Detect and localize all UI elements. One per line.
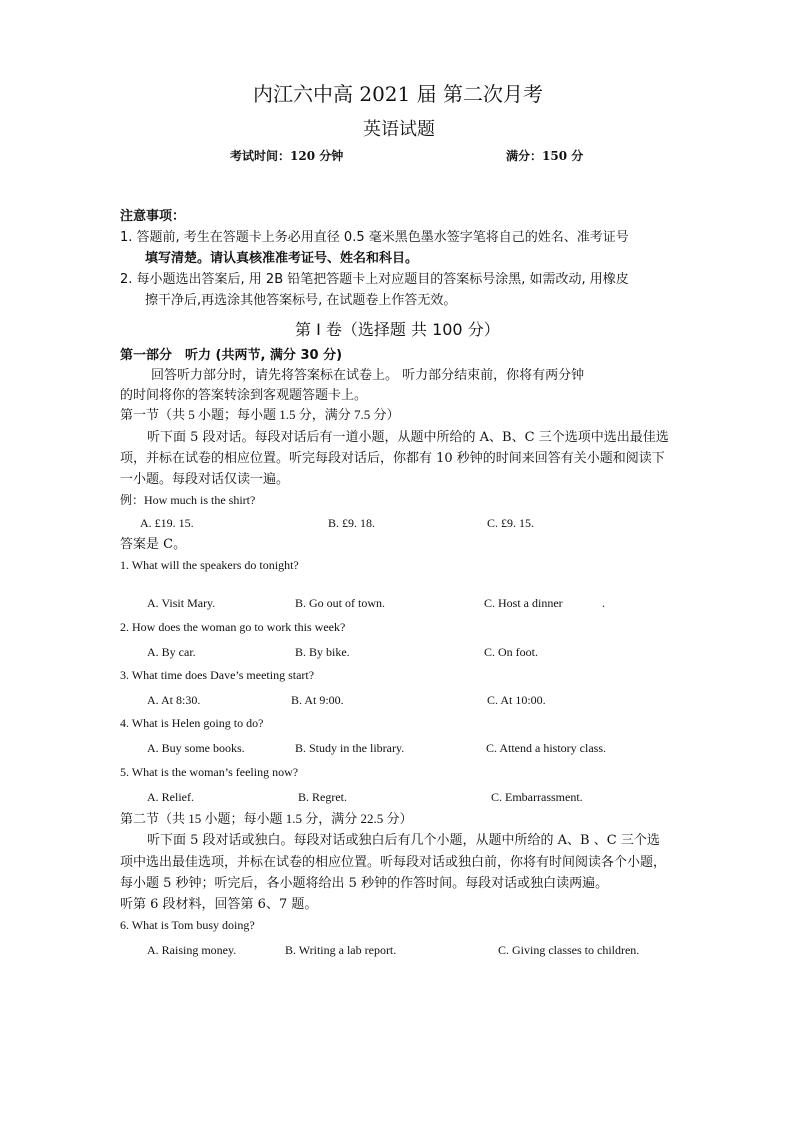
section1-para-line-2: 项，并标在试卷的相应位置。听完每段对话后，你都有 10 秒钟的时间来回答有关小题和阅读下 <box>120 451 665 466</box>
question-4-option-c: C. Attend a history class. <box>486 741 606 755</box>
section1-heading: 第一节（共 5 小题；每小题 1.5 分，满分 7.5 分） <box>120 407 400 422</box>
question-5-option-a: A. Relief. <box>147 790 194 804</box>
question-3-option-c: C. At 10:00. <box>487 693 546 707</box>
part1-intro-line-1: 回答听力部分时，请先将答案标在试卷上。 听力部分结束前，你将有两分钟 <box>151 368 585 383</box>
question-3-option-a: A. At 8:30. <box>147 693 201 707</box>
question-1-option-c: C. Host a dinner <box>484 596 563 610</box>
part1-intro-line-2: 的时间将你的答案转涂到客观题答题卡上。 <box>120 388 368 403</box>
section2-para-line-1: 听下面 5 段对话或独白。每段对话或独白后有几个小题，从题中所给的 A、B 、C 三个选 <box>147 833 660 848</box>
question-3-option-b: B. At 9:00. <box>291 693 344 707</box>
exam-title: 内江六中高 2021 届 第二次月考 <box>253 82 543 106</box>
volume-title: 第 I 卷（选择题 共 100 分） <box>295 320 500 339</box>
question-4-option-b: B. Study in the library. <box>295 741 405 755</box>
question-3: 3. What time does Dave’s meeting start? <box>120 668 315 682</box>
question-5: 5. What is the woman’s feeling now? <box>120 765 299 779</box>
exam-full-score: 满分：150 分 <box>506 149 584 163</box>
section2-para-line-2: 项中选出最佳选项，并标在试卷的相应位置。听每段对话或独白前，你将有时间阅读各个小题， <box>120 855 667 870</box>
question-2-option-c: C. On foot. <box>484 645 538 659</box>
section2-para-line-3: 每小题 5 秒钟；听完后，各小题将给出 5 秒钟的作答时间。每段对话或独白读两遍。 <box>120 876 609 891</box>
example-option-a: A. £19. 15. <box>140 516 194 530</box>
question-1-option-b: B. Go out of town. <box>295 596 385 610</box>
question-2-option-a: A. By car. <box>147 645 196 659</box>
section2-heading: 第二节（共 15 小题；每小题 1.5 分，满分 22.5 分） <box>120 811 413 826</box>
question-4-option-a: A. Buy some books. <box>147 741 245 755</box>
section2-material: 听第 6 段材料，回答第 6、7 题。 <box>120 897 318 912</box>
question-1: 1. What will the speakers do tonight? <box>120 558 299 572</box>
question-6-option-c: C. Giving classes to children. <box>498 943 640 957</box>
section1-para-line-3: 一小题。每段对话仅读一遍。 <box>120 472 290 487</box>
question-5-option-c: C. Embarrassment. <box>491 790 583 804</box>
question-4: 4. What is Helen going to do? <box>120 716 264 730</box>
notes-item-1-line-2: 填写清楚。请认真核准准考证号、姓名和科目。 <box>145 251 419 266</box>
question-6-option-a: A. Raising money. <box>147 943 237 957</box>
notes-item-1-line-1: 1. 答题前, 考生在答题卡上务必用直径 0.5 毫米黑色墨水签字笔将自己的姓名、准考证号 <box>120 230 629 245</box>
question-1-option-a: A. Visit Mary. <box>147 596 216 610</box>
exam-subtitle: 英语试题 <box>363 119 435 140</box>
example-question: 例：How much is the shirt? <box>120 493 256 507</box>
question-6: 6. What is Tom busy doing? <box>120 918 255 932</box>
question-1-option-c-tail: . <box>602 596 605 610</box>
example-option-c: C. £9. 15. <box>487 516 535 530</box>
section1-para-line-1: 听下面 5 段对话。每段对话后有一道小题，从题中所给的 A、B、C 三个选项中选出最佳选 <box>147 430 669 445</box>
example-answer: 答案是 C。 <box>120 537 187 552</box>
part1-heading: 第一部分 听力 (共两节, 满分 30 分) <box>120 348 343 363</box>
question-2: 2. How does the woman go to work this week? <box>120 620 346 634</box>
question-2-option-b: B. By bike. <box>295 645 350 659</box>
notes-item-2-line-2: 擦干净后,再选涂其他答案标号, 在试题卷上作答无效。 <box>145 293 457 308</box>
notes-item-2-line-1: 2. 每小题选出答案后, 用 2B 铅笔把答题卡上对应题目的答案标号涂黑, 如需改动, 用橡皮 <box>120 272 629 287</box>
exam-time: 考试时间：120 分钟 <box>230 149 344 163</box>
notes-heading: 注意事项： <box>120 209 186 224</box>
question-5-option-b: B. Regret. <box>298 790 347 804</box>
question-6-option-b: B. Writing a lab report. <box>285 943 397 957</box>
example-option-b: B. £9. 18. <box>328 516 376 530</box>
